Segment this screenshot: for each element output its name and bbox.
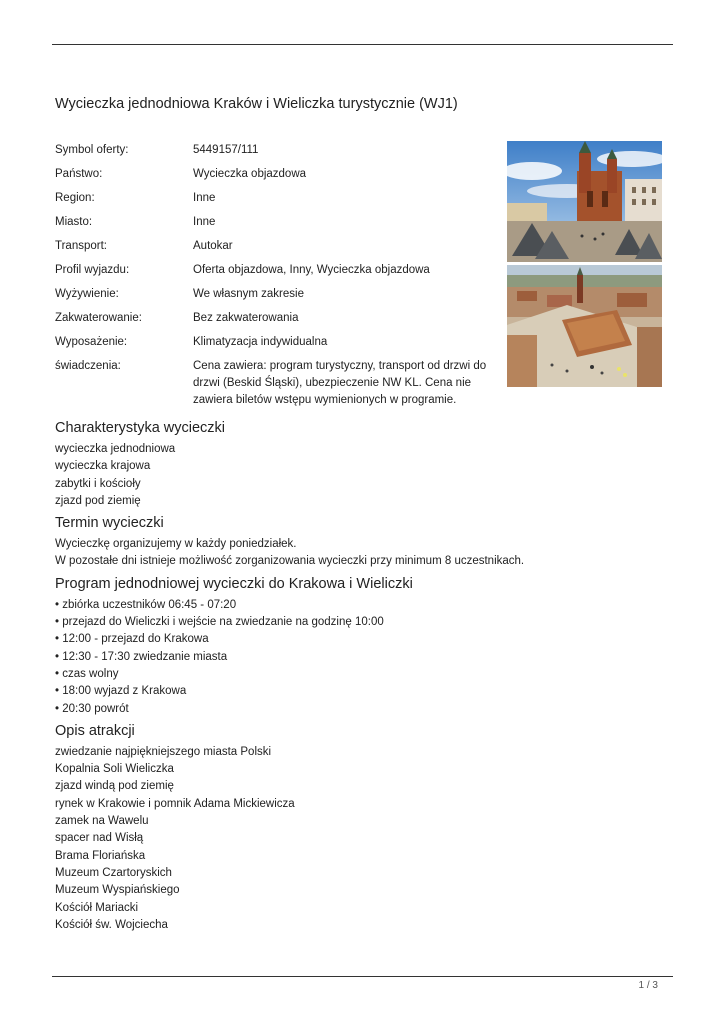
section-line: zamek na Wawelu bbox=[55, 815, 149, 828]
info-row bbox=[55, 358, 505, 409]
section-heading: Opis atrakcji bbox=[55, 722, 135, 739]
section-line: • zbiórka uczestników 06:45 - 07:20 bbox=[55, 598, 237, 611]
info-value: Cena zawiera: program turystyczny, transport od drzwi do drzwi (Beskid Śląski), ubezpieczenie NW KL. Cena nie zawiera biletów wstępu wymienionych w programie. bbox=[193, 360, 487, 406]
footer-rule bbox=[52, 976, 673, 977]
info-value: Klimatyzacja indywidualna bbox=[193, 336, 328, 348]
info-label: Profil wyjazdu: bbox=[55, 264, 130, 276]
section-line: Brama Floriańska bbox=[55, 849, 146, 862]
section-line: • czas wolny bbox=[55, 667, 119, 680]
offer-info-table bbox=[55, 142, 505, 416]
info-row bbox=[55, 166, 505, 183]
section bbox=[55, 721, 675, 934]
section-line: Kościół św. Wojciecha bbox=[55, 918, 168, 931]
section-line: zwiedzanie najpiękniejszego miasta Polski bbox=[55, 745, 272, 758]
info-label: Wyżywienie: bbox=[55, 288, 119, 300]
photo-aerial-city bbox=[507, 265, 662, 387]
section-heading: Program jednodniowej wycieczki do Krakowa i Wieliczki bbox=[55, 575, 413, 592]
description-sections bbox=[55, 418, 675, 937]
info-label: Symbol oferty: bbox=[55, 144, 129, 156]
section-heading: Termin wycieczki bbox=[55, 515, 164, 532]
section-line: Kopalnia Soli Wieliczka bbox=[55, 763, 174, 776]
info-label: Miasto: bbox=[55, 216, 93, 228]
section-line: Muzeum Czartoryskich bbox=[55, 866, 172, 879]
info-value: Wycieczka objazdowa bbox=[193, 168, 307, 180]
section-line: • 12:00 - przejazd do Krakowa bbox=[55, 633, 209, 646]
info-row bbox=[55, 286, 505, 303]
section-line: W pozostałe dni istnieje możliwość zorganizowania wycieczki przy minimum 8 uczestnikach. bbox=[55, 555, 525, 568]
section-heading: Charakterystyka wycieczki bbox=[55, 420, 226, 436]
section-line: • 20:30 powrót bbox=[55, 702, 129, 715]
info-row bbox=[55, 262, 505, 279]
info-label: Region: bbox=[55, 192, 95, 204]
section-line: Muzeum Wyspiańskiego bbox=[55, 884, 180, 897]
info-value: Inne bbox=[193, 216, 216, 228]
section-line: wycieczka krajowa bbox=[55, 460, 151, 473]
info-value: Bez zakwaterowania bbox=[193, 312, 299, 324]
section bbox=[55, 418, 675, 510]
section-line: zjazd windą pod ziemię bbox=[55, 780, 174, 793]
section-line: • 18:00 wyjazd z Krakowa bbox=[55, 685, 187, 698]
section bbox=[55, 574, 675, 718]
info-label: świadczenia: bbox=[55, 360, 121, 372]
section bbox=[55, 513, 675, 571]
info-row bbox=[55, 190, 505, 207]
section-line: Wycieczkę organizujemy w każdy poniedziałek. bbox=[55, 538, 297, 551]
page-number: 1 / 3 bbox=[638, 980, 658, 991]
info-row bbox=[55, 214, 505, 231]
section-line: spacer nad Wisłą bbox=[55, 832, 144, 845]
info-label: Wyposażenie: bbox=[55, 336, 128, 348]
section-line: zjazd pod ziemię bbox=[55, 494, 141, 507]
info-row bbox=[55, 238, 505, 255]
info-value: Inne bbox=[193, 192, 216, 204]
info-value: We własnym zakresie bbox=[193, 288, 304, 300]
info-label: Zakwaterowanie: bbox=[55, 312, 142, 324]
photo-market-square bbox=[507, 141, 662, 262]
info-row bbox=[55, 142, 505, 159]
info-value: Autokar bbox=[193, 240, 233, 252]
info-label: Państwo: bbox=[55, 168, 103, 180]
section-line: • 12:30 - 17:30 zwiedzanie miasta bbox=[55, 650, 228, 663]
section-line: rynek w Krakowie i pomnik Adama Mickiewicza bbox=[55, 797, 295, 810]
section-line: Kościół Mariacki bbox=[55, 901, 139, 914]
section-line: zabytki i kościoły bbox=[55, 477, 141, 490]
section-line: wycieczka jednodniowa bbox=[55, 443, 176, 455]
info-label: Transport: bbox=[55, 240, 107, 252]
page-title: Wycieczka jednodniowa Kraków i Wieliczka turystycznie (WJ1) bbox=[55, 96, 458, 112]
info-value: 5449157/111 bbox=[193, 144, 259, 156]
info-value: Oferta objazdowa, Inny, Wycieczka objazdowa bbox=[193, 264, 430, 276]
info-row bbox=[55, 310, 505, 327]
header-rule bbox=[52, 44, 673, 45]
section-line: • przejazd do Wieliczki i wejście na zwiedzanie na godzinę 10:00 bbox=[55, 616, 384, 629]
info-row bbox=[55, 334, 505, 351]
